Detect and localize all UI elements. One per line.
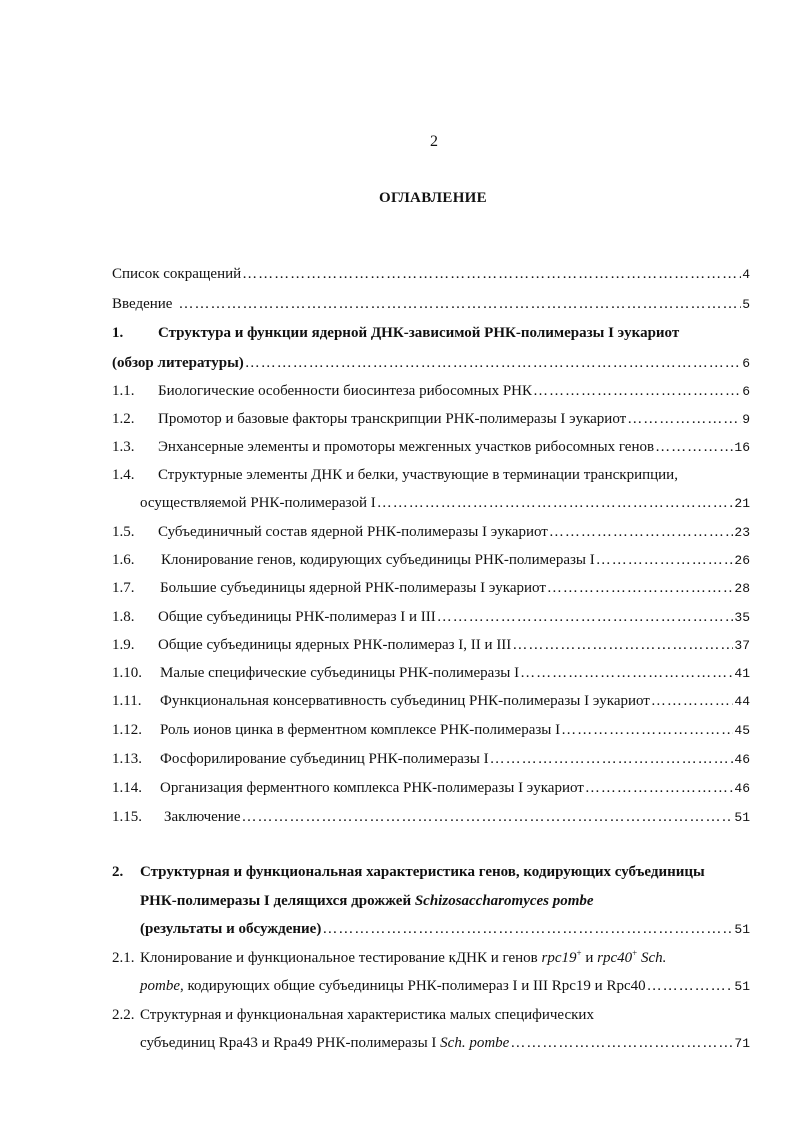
gene-superscript: + bbox=[576, 948, 582, 958]
leader-dots bbox=[627, 408, 741, 430]
toc-entry-page: 51 bbox=[734, 810, 750, 825]
leader-dots bbox=[242, 263, 741, 285]
leader-dots bbox=[596, 549, 734, 571]
species-name: Sch. pombe bbox=[440, 1035, 510, 1051]
toc-entry-title: Общие субъединицы РНК-полимераз I и III bbox=[158, 609, 436, 625]
toc-section-1-7[interactable] bbox=[112, 577, 750, 599]
toc-entry-number: 1.4. bbox=[112, 467, 135, 483]
toc-section-1-3[interactable] bbox=[112, 436, 750, 458]
toc-entry-title-cont: (обзор литературы) bbox=[112, 355, 244, 371]
toc-chapter-2-line1[interactable] bbox=[112, 861, 750, 883]
conjunction: и bbox=[581, 950, 598, 966]
toc-heading: ОГЛАВЛЕНИЕ bbox=[379, 190, 487, 206]
toc-entry-number: 1.11. bbox=[112, 693, 142, 709]
toc-entry-page: 51 bbox=[734, 922, 750, 937]
gene-name-rpc40: rpc40 bbox=[597, 950, 633, 966]
toc-entry-number: 1.1. bbox=[112, 383, 135, 399]
toc-entry-number: 1.14. bbox=[112, 780, 142, 796]
toc-entry-number: 1.12. bbox=[112, 722, 142, 738]
toc-entry-title: Малые специфические субъединицы РНК-полимеразы I bbox=[160, 665, 520, 681]
toc-entry-title-cont bbox=[140, 1032, 509, 1054]
toc-entry-title-cont bbox=[140, 890, 594, 912]
toc-section-1-2[interactable] bbox=[112, 408, 750, 430]
toc-section-1-13[interactable] bbox=[112, 748, 750, 770]
toc-entry-title: Клонирование генов, кодирующих субъединицы РНК-полимеразы I bbox=[161, 552, 595, 568]
leader-dots bbox=[585, 777, 734, 799]
toc-entry-number: 2. bbox=[112, 864, 124, 880]
toc-entry-number: 1.6. bbox=[112, 552, 135, 568]
toc-entry-number: 1.9. bbox=[112, 637, 135, 653]
toc-entry-title: Организация ферментного комплекса РНК-полимеразы I эукариот bbox=[160, 780, 584, 796]
toc-entry-title: Субъединичный состав ядерной РНК-полимеразы I эукариот bbox=[158, 524, 548, 540]
toc-entry-page: 23 bbox=[734, 525, 750, 540]
toc-entry-abbreviations[interactable] bbox=[112, 263, 750, 285]
toc-entry-title: Список сокращений bbox=[112, 266, 242, 282]
toc-entry-title: Роль ионов цинка в ферментном комплексе РНК-полимеразы I bbox=[160, 722, 561, 738]
toc-section-1-10[interactable] bbox=[112, 662, 750, 684]
leader-dots bbox=[377, 492, 734, 514]
toc-entry-title: Структура и функции ядерной ДНК-зависимой РНК-полимеразы I эукариот bbox=[158, 325, 680, 341]
toc-section-2-1-line1[interactable] bbox=[112, 947, 750, 969]
toc-chapter-1-line2[interactable] bbox=[112, 352, 750, 374]
toc-entry-introduction[interactable] bbox=[112, 293, 750, 315]
chapter-2-title-text: РНК-полимеразы I делящихся дрожжей bbox=[140, 893, 415, 909]
leader-dots bbox=[549, 521, 734, 543]
leader-dots bbox=[561, 719, 733, 741]
toc-section-1-11[interactable] bbox=[112, 690, 750, 712]
toc-chapter-2-line2[interactable] bbox=[140, 890, 750, 912]
species-name: Sch. bbox=[637, 950, 667, 966]
leader-dots bbox=[242, 806, 734, 828]
toc-section-1-12[interactable] bbox=[112, 719, 750, 741]
leader-dots bbox=[490, 748, 734, 770]
toc-entry-number: 1.7. bbox=[112, 580, 135, 596]
leader-dots bbox=[245, 352, 741, 374]
leader-dots bbox=[647, 975, 734, 997]
toc-entry-number: 1.3. bbox=[112, 439, 135, 455]
toc-entry-number: 1.13. bbox=[112, 751, 142, 767]
leader-dots bbox=[322, 918, 733, 940]
toc-entry-number: 1. bbox=[112, 325, 124, 341]
leader-dots bbox=[651, 690, 734, 712]
toc-entry-number: 1.10. bbox=[112, 665, 142, 681]
toc-section-1-15[interactable] bbox=[112, 806, 750, 828]
leader-dots bbox=[437, 606, 734, 628]
toc-chapter-1-line1[interactable] bbox=[112, 322, 750, 344]
toc-section-2-2-line1[interactable] bbox=[112, 1004, 750, 1026]
toc-section-1-1[interactable] bbox=[112, 380, 750, 402]
toc-entry-page: 46 bbox=[734, 781, 750, 796]
leader-dots bbox=[520, 662, 733, 684]
toc-entry-page: 9 bbox=[742, 412, 750, 427]
toc-section-1-6[interactable] bbox=[112, 549, 750, 571]
toc-entry-title: Биологические особенности биосинтеза рибосомных РНК bbox=[158, 383, 533, 399]
toc-section-1-14[interactable] bbox=[112, 777, 750, 799]
toc-entry-number: 2.1. bbox=[112, 950, 135, 966]
toc-entry-title: Функциональная консервативность субъединиц РНК-полимеразы I эукариот bbox=[160, 693, 650, 709]
toc-entry-page: 45 bbox=[734, 723, 750, 738]
toc-section-1-8[interactable] bbox=[112, 606, 750, 628]
toc-entry-page: 6 bbox=[742, 356, 750, 371]
toc-entry-page: 16 bbox=[734, 440, 750, 455]
gene-name-rpc19: rpc19 bbox=[541, 950, 577, 966]
toc-section-1-5[interactable] bbox=[112, 521, 750, 543]
leader-dots bbox=[510, 1032, 733, 1054]
toc-entry-page: 5 bbox=[742, 297, 750, 312]
toc-entry-page: 37 bbox=[734, 638, 750, 653]
section-2-1-text: Клонирование и функциональное тестирование кДНК и генов bbox=[140, 950, 542, 966]
toc-entry-page: 6 bbox=[742, 384, 750, 399]
toc-entry-title-cont: (результаты и обсуждение) bbox=[140, 921, 322, 937]
toc-entry-page: 46 bbox=[734, 752, 750, 767]
toc-entry-page: 21 bbox=[734, 496, 750, 511]
section-2-1-text: , кодирующих общие субъединицы РНК-полимераз I и III Rpc19 и Rpc40 bbox=[180, 978, 646, 994]
toc-entry-page: 51 bbox=[734, 979, 750, 994]
toc-entry-title: Промотор и базовые факторы транскрипции РНК-полимеразы I эукариот bbox=[158, 411, 627, 427]
species-name: Schizosaccharomyces pombe bbox=[414, 893, 594, 909]
leader-dots bbox=[655, 436, 733, 458]
toc-section-2-2-line2[interactable] bbox=[140, 1032, 750, 1054]
toc-section-2-1-line2[interactable] bbox=[140, 975, 750, 997]
toc-entry-number: 1.5. bbox=[112, 524, 135, 540]
species-name: pombe bbox=[140, 978, 180, 994]
toc-entry-title: Энхансерные элементы и промоторы межгенных участков рибосомных генов bbox=[158, 439, 655, 455]
toc-section-1-4-line2[interactable] bbox=[140, 492, 750, 514]
toc-entry-title: Структурная и функциональная характеристика малых специфических bbox=[140, 1007, 594, 1023]
toc-entry-number: 1.2. bbox=[112, 411, 135, 427]
toc-section-1-4-line1[interactable] bbox=[112, 464, 750, 486]
toc-entry-page: 35 bbox=[734, 610, 750, 625]
toc-entry-page: 44 bbox=[734, 694, 750, 709]
toc-entry-page: 41 bbox=[734, 666, 750, 681]
toc-entry-number: 1.8. bbox=[112, 609, 135, 625]
page-number: 2 bbox=[430, 133, 438, 150]
toc-entry-number: 2.2. bbox=[112, 1007, 135, 1023]
leader-dots bbox=[547, 577, 733, 599]
leader-dots bbox=[512, 634, 733, 656]
toc-entry-title: Структурные элементы ДНК и белки, участвующие в терминации транскрипции, bbox=[158, 467, 678, 483]
toc-entry-number: 1.15. bbox=[112, 809, 142, 825]
toc-entry-title-cont bbox=[140, 975, 646, 997]
toc-entry-title: Общие субъединицы ядерных РНК-полимераз I, II и III bbox=[158, 637, 512, 653]
toc-entry-title-cont: осуществляемой РНК-полимеразой I bbox=[140, 495, 376, 511]
toc-entry-title bbox=[140, 947, 666, 969]
toc-entry-title: Введение bbox=[112, 296, 173, 312]
toc-section-1-9[interactable] bbox=[112, 634, 750, 656]
leader-dots bbox=[533, 380, 741, 402]
toc-entry-title: Большие субъединицы ядерной РНК-полимеразы I эукариот bbox=[160, 580, 546, 596]
toc-entry-page: 26 bbox=[734, 553, 750, 568]
toc-entry-page: 71 bbox=[734, 1036, 750, 1051]
leader-dots bbox=[178, 293, 741, 315]
toc-entry-page: 28 bbox=[734, 581, 750, 596]
toc-chapter-2-line3[interactable] bbox=[140, 918, 750, 940]
section-2-2-text: субъединиц Rpa43 и Rpa49 РНК-полимеразы I bbox=[140, 1035, 441, 1051]
toc-entry-title: Структурная и функциональная характеристика генов, кодирующих субъединицы bbox=[140, 864, 705, 880]
toc-entry-title: Фосфорилирование субъединиц РНК-полимеразы I bbox=[160, 751, 489, 767]
toc-entry-page: 4 bbox=[742, 267, 750, 282]
gene-superscript: + bbox=[632, 948, 638, 958]
toc-entry-title: Заключение bbox=[164, 809, 241, 825]
